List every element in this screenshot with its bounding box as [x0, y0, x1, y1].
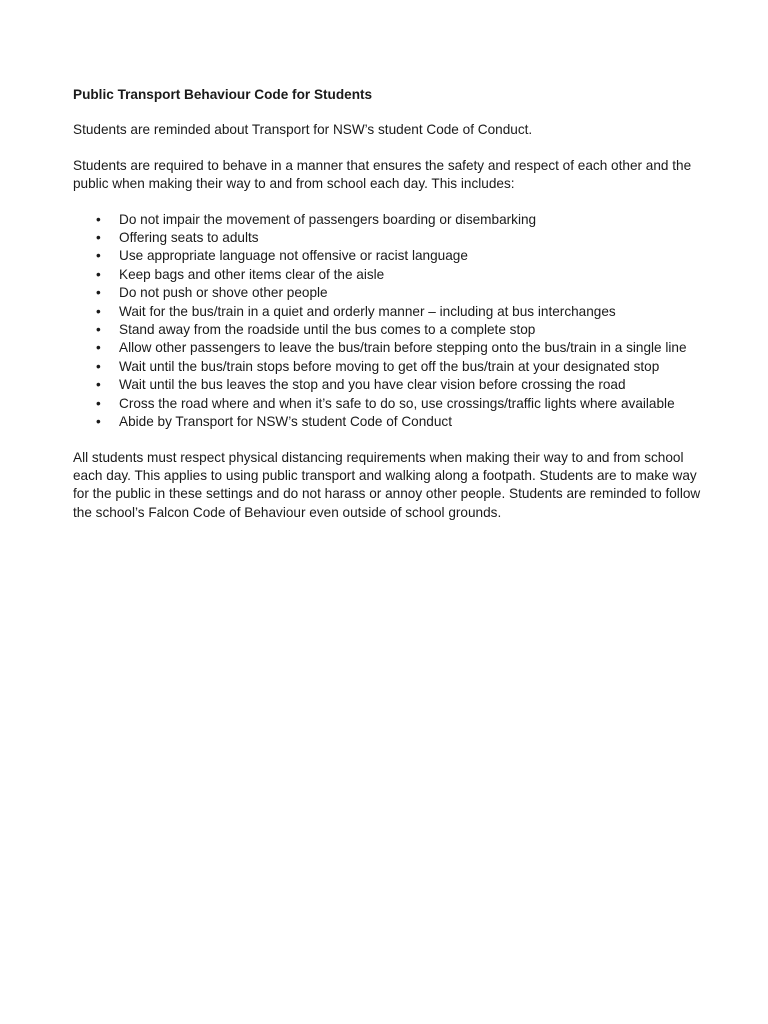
list-item-text: Stand away from the roadside until the bus comes to a complete stop	[119, 322, 536, 338]
list-item	[73, 266, 703, 284]
list-item-text: Abide by Transport for NSW’s student Code of Conduct	[119, 414, 452, 430]
bullet-icon: •	[96, 248, 101, 264]
bullet-icon: •	[96, 340, 101, 356]
list-item	[73, 395, 703, 413]
list-item-text: Wait until the bus/train stops before moving to get off the bus/train at your designated stop	[119, 358, 660, 374]
bullet-icon: •	[96, 285, 101, 301]
list-item	[73, 303, 703, 321]
list-item-text: Do not push or shove other people	[119, 285, 328, 301]
list-item	[73, 229, 703, 247]
bullet-icon: •	[96, 230, 101, 246]
list-item	[73, 321, 703, 339]
requirement-paragraph: Students are required to behave in a manner that ensures the safety and respect of each other and the public when making their way to and from school each day. This includes:	[73, 157, 692, 192]
list-item-text: Use appropriate language not offensive or racist language	[119, 248, 468, 264]
list-item-text: Wait for the bus/train in a quiet and orderly manner – including at bus interchanges	[119, 303, 616, 319]
bullet-icon: •	[96, 358, 101, 374]
list-item	[73, 211, 703, 229]
list-item-text: Wait until the bus leaves the stop and you have clear vision before crossing the road	[119, 377, 626, 393]
list-item	[73, 284, 703, 302]
bullet-icon: •	[96, 322, 101, 338]
behaviour-list	[73, 211, 703, 432]
bullet-icon: •	[96, 414, 101, 430]
list-item-text: Cross the road where and when it’s safe to do so, use crossings/traffic lights where available	[119, 395, 675, 411]
list-item	[73, 376, 703, 394]
intro-paragraph: Students are reminded about Transport for NSW’s student Code of Conduct.	[73, 122, 533, 138]
list-item	[73, 339, 703, 357]
bullet-icon: •	[96, 266, 101, 282]
bullet-icon: •	[96, 395, 101, 411]
list-item-text: Do not impair the movement of passengers boarding or disembarking	[119, 211, 537, 227]
bullet-icon: •	[96, 303, 101, 319]
list-item-text: Allow other passengers to leave the bus/train before stepping onto the bus/train in a single line	[119, 340, 687, 356]
document-title: Public Transport Behaviour Code for Students	[73, 87, 373, 102]
list-item-text: Offering seats to adults	[119, 230, 259, 246]
document-page	[73, 86, 703, 539]
bullet-icon: •	[96, 377, 101, 393]
list-item	[73, 247, 703, 265]
bullet-icon: •	[96, 211, 101, 227]
list-item	[73, 358, 703, 376]
list-item	[73, 413, 703, 431]
list-item-text: Keep bags and other items clear of the aisle	[119, 266, 385, 282]
closing-paragraph: All students must respect physical distancing requirements when making their way to and from school each day. This applies to using public transport and walking along a footpath. Students are to make way for the public in these settings and do not harass or annoy other people. Students are reminded to follow the school’s Falcon Code of Behaviour even outside of school grounds.	[73, 449, 701, 520]
